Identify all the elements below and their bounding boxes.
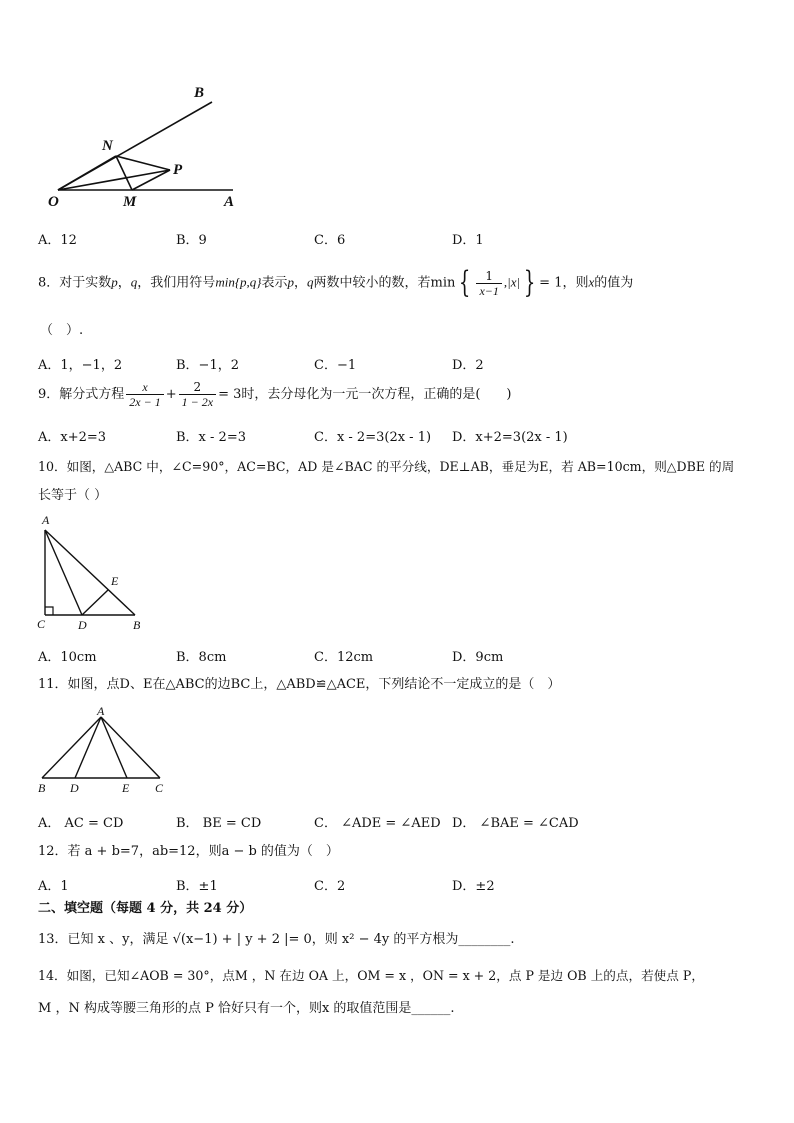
figure-label-B: B [194, 85, 205, 101]
var-q-2: q [307, 274, 314, 290]
figure-label-P: P [173, 162, 183, 178]
option-c: C．6 [314, 233, 346, 248]
right-brace: } [523, 265, 536, 300]
abs-x: ,|x| [503, 274, 521, 290]
fraction-1 [126, 380, 163, 409]
option-a: A．x+2=3 [38, 430, 107, 445]
fraction-2 [179, 380, 216, 409]
section-title-fill-in: 二、填空题（每题 4 分，共 24 分） [38, 901, 253, 916]
fraction-1-over-x-minus-1 [476, 269, 501, 298]
option-a: A．10cm [38, 650, 97, 665]
figure-label-A: A [42, 513, 50, 527]
option-d: D．x+2=3(2x - 1) [452, 430, 568, 445]
option-d: D．±2 [452, 879, 495, 894]
q9-text-1: 9．解分式方程 [38, 387, 125, 402]
option-c: C．2 [314, 879, 346, 894]
q8-text-5: 的值为 [594, 275, 634, 291]
q8-text-2: ，我们用符号 [137, 275, 216, 291]
option-b: B．x - 2=3 [176, 430, 246, 445]
question-8 [38, 265, 634, 300]
figure-label-M: M [123, 194, 137, 210]
q8-text-1: 8．对于实数 [38, 275, 112, 291]
figure-label-B: B [38, 781, 46, 795]
option-c: C．x - 2=3(2x - 1) [314, 430, 432, 445]
option-d: D．2 [452, 358, 484, 373]
figure-label-C: C [155, 781, 164, 795]
q8-text-3: 表示 [261, 275, 288, 291]
plus-sign: + [165, 387, 177, 402]
figure-label-A: A [97, 704, 105, 718]
option-c: C． ∠ADE = ∠AED [314, 816, 441, 831]
option-a: A． AC = CD [38, 816, 124, 831]
option-a: A．1 [38, 879, 69, 894]
question-11: 11．如图，点D、E在△ABC的边BC上，△ABD≌△ACE，下列结论不一定成立的是（ ） [38, 677, 561, 692]
option-b: B．−1，2 [176, 358, 239, 373]
option-c: C．12cm [314, 650, 374, 665]
figure-label-O: O [48, 194, 59, 210]
figure-label-B: B [133, 618, 141, 632]
q8-answer-paren: （ ）. [40, 323, 84, 338]
option-d: D．1 [452, 233, 484, 248]
question-12: 12．若 a + b=7，ab=12，则a − b 的值为（ ） [38, 844, 339, 859]
figure-label-D: D [78, 618, 87, 632]
q9-text-2: = 3时，去分母化为一元一次方程，正确的是( ) [218, 387, 512, 402]
left-brace: { [459, 265, 471, 300]
option-c: C．−1 [314, 358, 357, 373]
question-14-line-2: M ，N 构成等腰三角形的点 P 恰好只有一个，则x 的取值范围是______. [38, 1001, 455, 1016]
question-10-line-1: 10．如图，△ABC 中，∠C=90°，AC=BC，AD 是∠BAC 的平分线，DE⊥AB，垂足为E，若 AB=10cm，则△DBE 的周 [38, 459, 735, 474]
figure-label-A: A [224, 194, 235, 210]
question-9 [38, 380, 512, 409]
var-q: q [130, 274, 138, 290]
min-expression: min{p,q} [215, 274, 262, 290]
option-d: D． ∠BAE = ∠CAD [452, 816, 579, 831]
option-b: B． BE = CD [176, 816, 262, 831]
option-b: B．±1 [176, 879, 218, 894]
option-b: B．9 [176, 233, 207, 248]
fraction-denominator: x−1 [479, 283, 499, 298]
fraction-numerator: 1 [476, 269, 501, 284]
figure-label-C: C [37, 617, 46, 631]
figure-label-E: E [111, 574, 119, 588]
fraction-numerator: 2 [179, 380, 216, 395]
figure-q10 [30, 525, 150, 625]
q8-sep-2: ， [293, 275, 307, 291]
q8-sep: ， [117, 275, 131, 291]
var-p-2: p [287, 274, 294, 290]
option-b: B．8cm [176, 650, 227, 665]
option-a: A．12 [38, 233, 77, 248]
question-13: 13．已知 x 、y，满足 √(x−1) + | y + 2 |= 0，则 x² − 4y 的平方根为________. [38, 932, 515, 947]
option-d: D．9cm [452, 650, 504, 665]
figure-label-E: E [122, 781, 130, 795]
fraction-numerator: x [126, 380, 163, 395]
option-a: A．1，−1，2 [38, 358, 123, 373]
q8-equals: = 1，则 [539, 275, 589, 291]
question-10-line-2: 长等于（ ） [38, 488, 108, 503]
min-word: min [430, 275, 456, 291]
question-14-line-1: 14．如图，已知∠AOB = 30°，点M ，N 在边 OA 上，OM = x ，ON = x + 2，点 P 是边 OB 上的点，若使点 P， [38, 968, 704, 983]
figure-q11 [38, 712, 168, 782]
var-p: p [111, 274, 118, 290]
figure-label-D: D [70, 781, 79, 795]
q8-text-4: 两数中较小的数，若 [313, 275, 431, 291]
fraction-denominator: 2x − 1 [129, 395, 161, 409]
figure-label-N: N [102, 138, 113, 154]
fraction-denominator: 1 − 2x [181, 395, 214, 409]
var-x: x [588, 274, 595, 290]
